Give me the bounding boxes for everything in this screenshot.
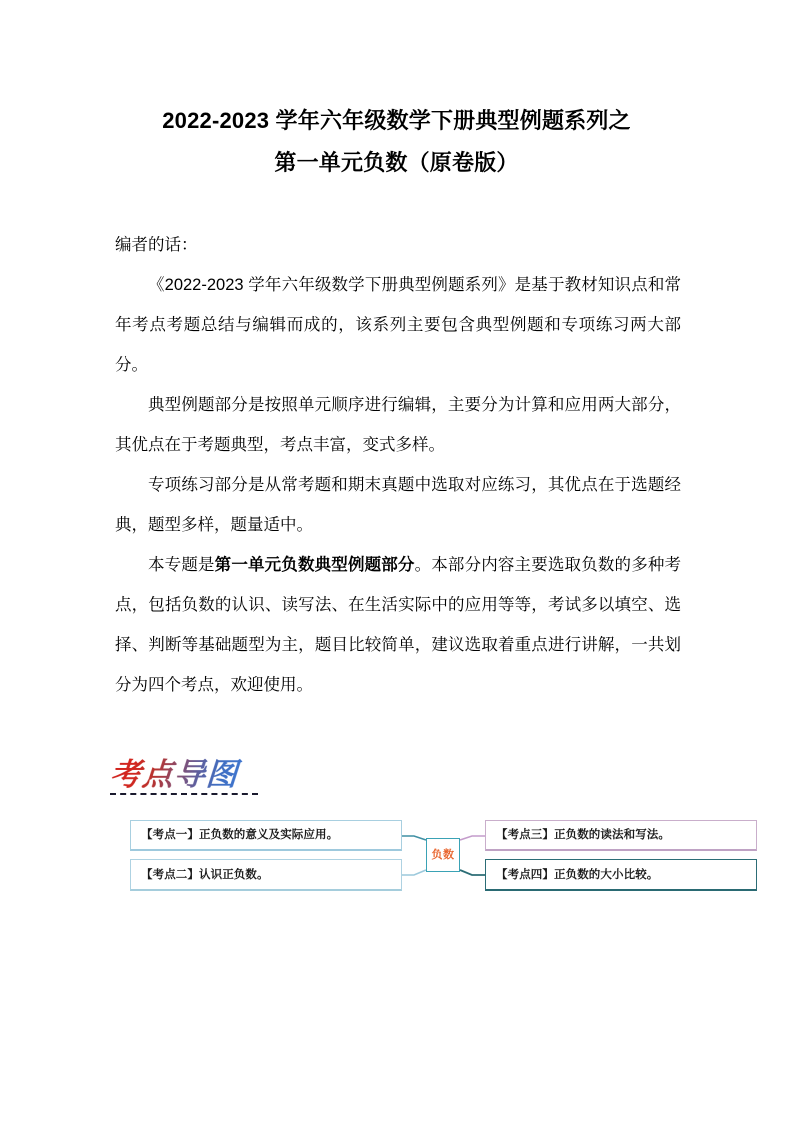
page-title-line-1: 2022-2023 学年六年级数学下册典型例题系列之 [162, 108, 631, 133]
mindmap-node-kaodian-2[interactable] [130, 859, 402, 891]
connector-node2 [402, 870, 426, 875]
mindmap-node-4-text: 正负数的大小比较。 [554, 868, 659, 881]
this-topic-tail: 。本部分内容主要选取负数的多种考点，包括负数的认识、读写法、在生活实际中的应用等等，考试多以填空、选择、判断等基础题型为主，题目比较简单，建议选取着重点进行讲解，一共划分为四个考点，欢迎使用。 [115, 556, 682, 694]
page-title-line-2: 第一单元负数（原卷版） [274, 150, 519, 175]
paragraph-special-practice: 专项练习部分是从常考题和期末真题中选取对应练习，其优点在于选题经典，题型多样，题量适中。 [115, 476, 681, 534]
connector-node4 [460, 870, 485, 875]
mindmap-heading-graphic [110, 757, 260, 803]
mindmap-center-node[interactable]: 负数 [426, 838, 460, 872]
mindmap-node-kaodian-3[interactable] [485, 820, 757, 851]
editor-note-label: 编者的话： [115, 236, 198, 254]
paragraph-series-intro: 《2022-2023 学年六年级数学下册典型例题系列》是基于教材知识点和常年考点考题总结与编辑而成的，该系列主要包含典型例题和专项练习两大部分。 [115, 276, 681, 374]
mindmap-node-4-key: 【考点四】 [496, 868, 554, 881]
editor-note-body [115, 225, 681, 705]
mindmap-node-2-text: 认识正负数。 [199, 868, 269, 881]
mindmap-node-1-text: 正负数的意义及实际应用。 [199, 829, 339, 841]
mindmap-node-kaodian-4[interactable] [485, 859, 757, 891]
mindmap-heading-text: 考点导图 [109, 757, 262, 793]
this-topic-bold: 第一单元负数典型例题部分 [214, 556, 415, 574]
this-topic-lead: 本专题是 [148, 556, 215, 574]
page-title [110, 100, 683, 184]
mindmap-heading-underline [110, 793, 258, 795]
connector-node3 [460, 836, 485, 840]
mindmap-node-1-key: 【考点一】 [141, 829, 199, 841]
mindmap [0, 805, 793, 915]
paragraph-typical-examples: 典型例题部分是按照单元顺序进行编辑，主要分为计算和应用两大部分，其优点在于考题典型，考点丰富，变式多样。 [115, 396, 681, 454]
connector-node1 [402, 836, 426, 840]
mindmap-node-kaodian-1[interactable] [130, 820, 402, 851]
paragraph-this-topic [115, 545, 681, 705]
mindmap-node-2-key: 【考点二】 [141, 868, 199, 881]
mindmap-node-3-key: 【考点三】 [496, 829, 554, 841]
mindmap-node-3-text: 正负数的读法和写法。 [554, 829, 670, 841]
